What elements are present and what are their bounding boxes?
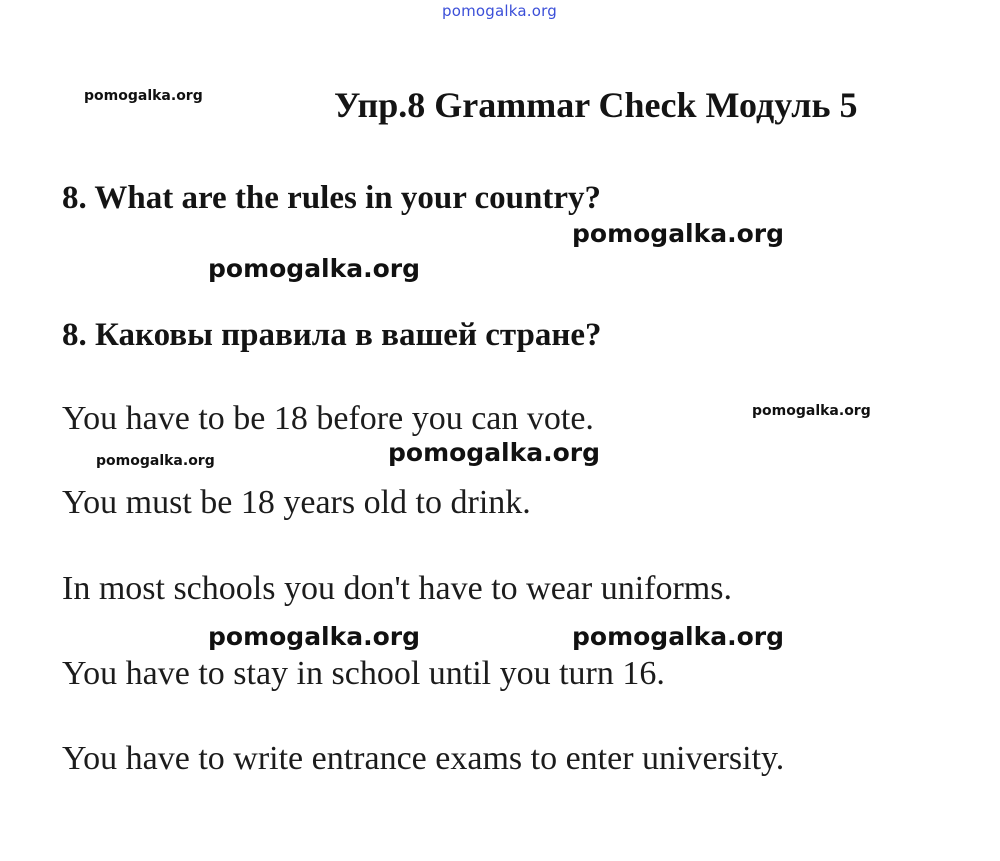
watermark-top: pomogalka.org xyxy=(442,2,557,20)
question-english: 8. What are the rules in your country? xyxy=(62,180,602,216)
watermark: pomogalka.org xyxy=(752,403,871,419)
watermark: pomogalka.org xyxy=(96,453,215,469)
question-russian: 8. Каковы правила в вашей стране? xyxy=(62,317,602,353)
watermark: pomogalka.org xyxy=(572,219,785,248)
watermark: pomogalka.org xyxy=(84,88,203,104)
watermark: pomogalka.org xyxy=(208,622,421,651)
answer-line: You must be 18 years old to drink. xyxy=(62,484,531,521)
watermark: pomogalka.org xyxy=(388,438,601,467)
page-title: Упр.8 Grammar Check Модуль 5 xyxy=(334,85,858,125)
watermark: pomogalka.org xyxy=(208,254,421,283)
answer-line: You have to stay in school until you turn 16. xyxy=(62,655,665,692)
answer-line: In most schools you don't have to wear uniforms. xyxy=(62,570,732,607)
answer-line: You have to be 18 before you can vote. xyxy=(62,400,594,437)
answer-line: You have to write entrance exams to enter university. xyxy=(62,740,785,777)
watermark: pomogalka.org xyxy=(572,622,785,651)
